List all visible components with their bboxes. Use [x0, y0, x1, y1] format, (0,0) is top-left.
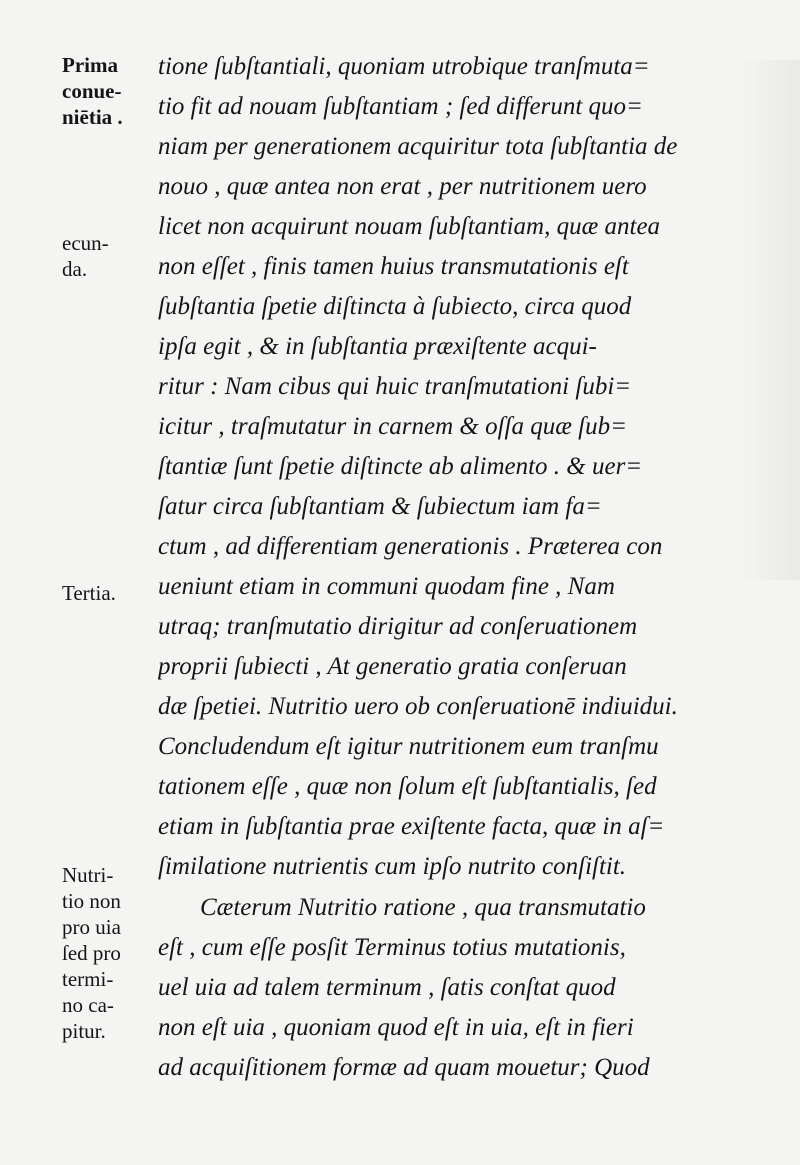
text-line: Concludendum eſt igitur nutritionem eum tranſmu: [158, 733, 659, 760]
text-line: utraq; tranſmutatio dirigitur ad conſeruationem: [158, 613, 638, 640]
text-line: ſubſtantia ſpetie diſtincta à ſubiecto, circa quod: [158, 293, 632, 320]
text-line-indented: Cæterum Nutritio ratione , qua transmutatio: [200, 894, 646, 921]
text-line: ad acquiſitionem formæ ad quam mouetur; Quod: [158, 1054, 650, 1081]
text-line: licet non acquirunt nouam ſubſtantiam, quæ antea: [158, 213, 661, 240]
margin-note-tertia: Tertia.: [62, 581, 116, 605]
text-line: ctum , ad differentiam generationis . Præterea con: [158, 533, 663, 560]
margin-note-secunda: ecun- da.: [62, 231, 109, 281]
margin-note-prima: Prima conue- niētia .: [62, 53, 123, 129]
text-line: ſatur circa ſubſtantiam & ſubiectum iam fa=: [158, 493, 602, 520]
text-line: non eſſet , finis tamen huius transmutationis eſt: [158, 253, 629, 280]
text-line: proprii ſubiecti , At generatio gratia conſeruan: [158, 653, 627, 680]
margin-note-nutritio: Nutri- tio non pro uia ſed pro termi- no ca- pitur.: [62, 863, 121, 1043]
text-line: dæ ſpetiei. Nutritio uero ob conſeruationē indiuidui.: [158, 693, 678, 720]
text-line: etiam in ſubſtantia prae exiſtente facta, quæ in aſ=: [158, 813, 665, 840]
text-line: ſimilatione nutrientis cum ipſo nutrito conſiſtit.: [158, 853, 627, 880]
text-line: nouo , quæ antea non erat , per nutritionem uero: [158, 173, 647, 200]
text-line: niam per generationem acquiritur tota ſubſtantia de: [158, 133, 678, 160]
text-line: ſtantiæ ſunt ſpetie diſtincte ab alimento . & uer=: [158, 453, 643, 480]
text-line: non eſt uia , quoniam quod eſt in uia, eſt in fieri: [158, 1014, 634, 1041]
text-line: ritur : Nam cibus qui huic tranſmutationi ſubi=: [158, 373, 632, 400]
text-line: eſt , cum eſſe posſit Terminus totius mutationis,: [158, 934, 626, 961]
text-line: icitur , traſmutatur in carnem & oſſa quæ ſub=: [158, 413, 627, 440]
text-line: tio fit ad nouam ſubſtantiam ; ſed differunt quo=: [158, 93, 643, 120]
text-line: ueniunt etiam in communi quodam fine , Nam: [158, 573, 615, 600]
text-line: tione ſubſtantiali, quoniam utrobique tranſmuta=: [158, 53, 650, 80]
text-line: tationem eſſe , quæ non ſolum eſt ſubſtantialis, ſed: [158, 773, 657, 800]
text-line: ipſa egit , & in ſubſtantia præxiſtente acqui-: [158, 333, 597, 360]
text-line: uel uia ad talem terminum , ſatis conſtat quod: [158, 974, 616, 1001]
